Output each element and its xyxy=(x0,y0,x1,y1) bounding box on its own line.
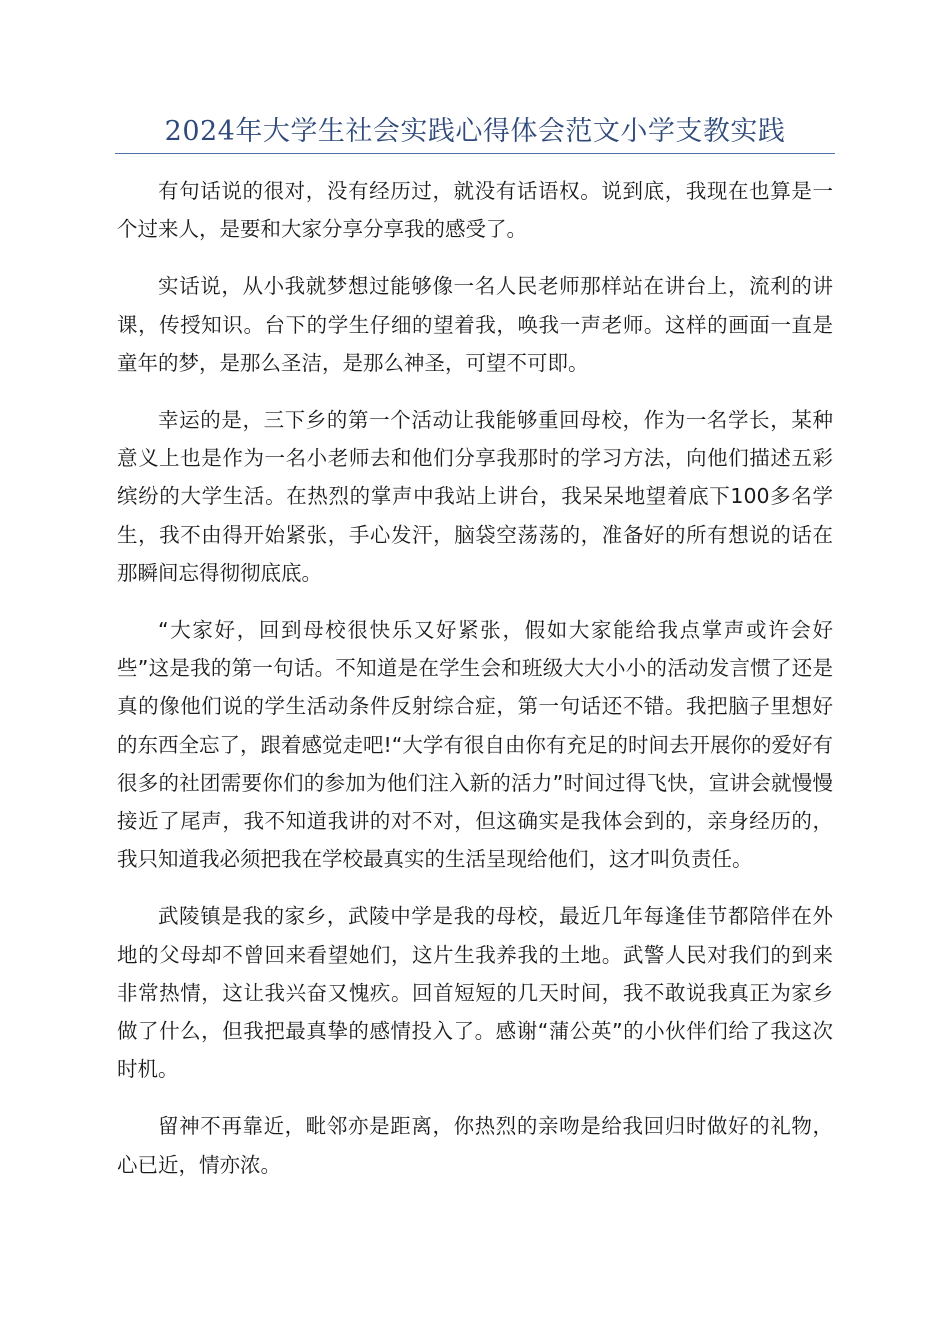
paragraph: 留神不再靠近，毗邻亦是距离，你热烈的亲吻是给我回归时做好的礼物，心已近，情亦浓。 xyxy=(117,1114,833,1177)
document-title: 2024年大学生社会实践心得体会范文小学支教实践 xyxy=(164,116,786,147)
paragraph: 幸运的是，三下乡的第一个活动让我能够重回母校，作为一名学长，某种意义上也是作为一名小老师去和他们分享我那时的学习方法，向他们描述五彩缤纷的大学生活。在热烈的掌声中我站上讲台，我呆呆地望着底下100多名学生，我不由得开始紧张，手心发汗，脑袋空荡荡的，准备好的所有想说的话在那瞬间忘得彻彻底底。 xyxy=(117,408,833,585)
paragraph: “大家好，回到母校很快乐又好紧张，假如大家能给我点掌声或许会好些”这是我的第一句话。不知道是在学生会和班级大大小小的活动发言惯了还是真的像他们说的学生活动条件反射综合症，第一句话还不错。我把脑子里想好的东西全忘了，跟着感觉走吧!“大学有很自由你有充足的时间去开展你的爱好有很多的社团需要你们的参加为他们注入新的活力”时间过得飞快，宣讲会就慢慢接近了尾声，我不知道我讲的对不对，但这确实是我体会到的，亲身经历的，我只知道我必须把我在学校最真实的生活呈现给他们，这才叫负责任。 xyxy=(117,618,833,872)
paragraph: 实话说，从小我就梦想过能够像一名人民老师那样站在讲台上，流利的讲课，传授知识。台下的学生仔细的望着我，唤我一声老师。这样的画面一直是童年的梦，是那么圣洁，是那么神圣，可望不可即。 xyxy=(117,274,833,375)
paragraph: 有句话说的很对，没有经历过，就没有话语权。说到底，我现在也算是一个过来人，是要和大家分享分享我的感受了。 xyxy=(117,179,833,242)
paragraph: 武陵镇是我的家乡，武陵中学是我的母校，最近几年每逢佳节都陪伴在外地的父母却不曾回来看望她们，这片生我养我的土地。武警人民对我们的到来非常热情，这让我兴奋又愧疚。回首短短的几天时间，我不敢说我真正为家乡做了什么，但我把最真挚的感情投入了。感谢“蒲公英”的小伙伴们给了我这次时机。 xyxy=(117,904,833,1082)
document-body xyxy=(117,172,833,1203)
title-underline xyxy=(115,153,835,154)
